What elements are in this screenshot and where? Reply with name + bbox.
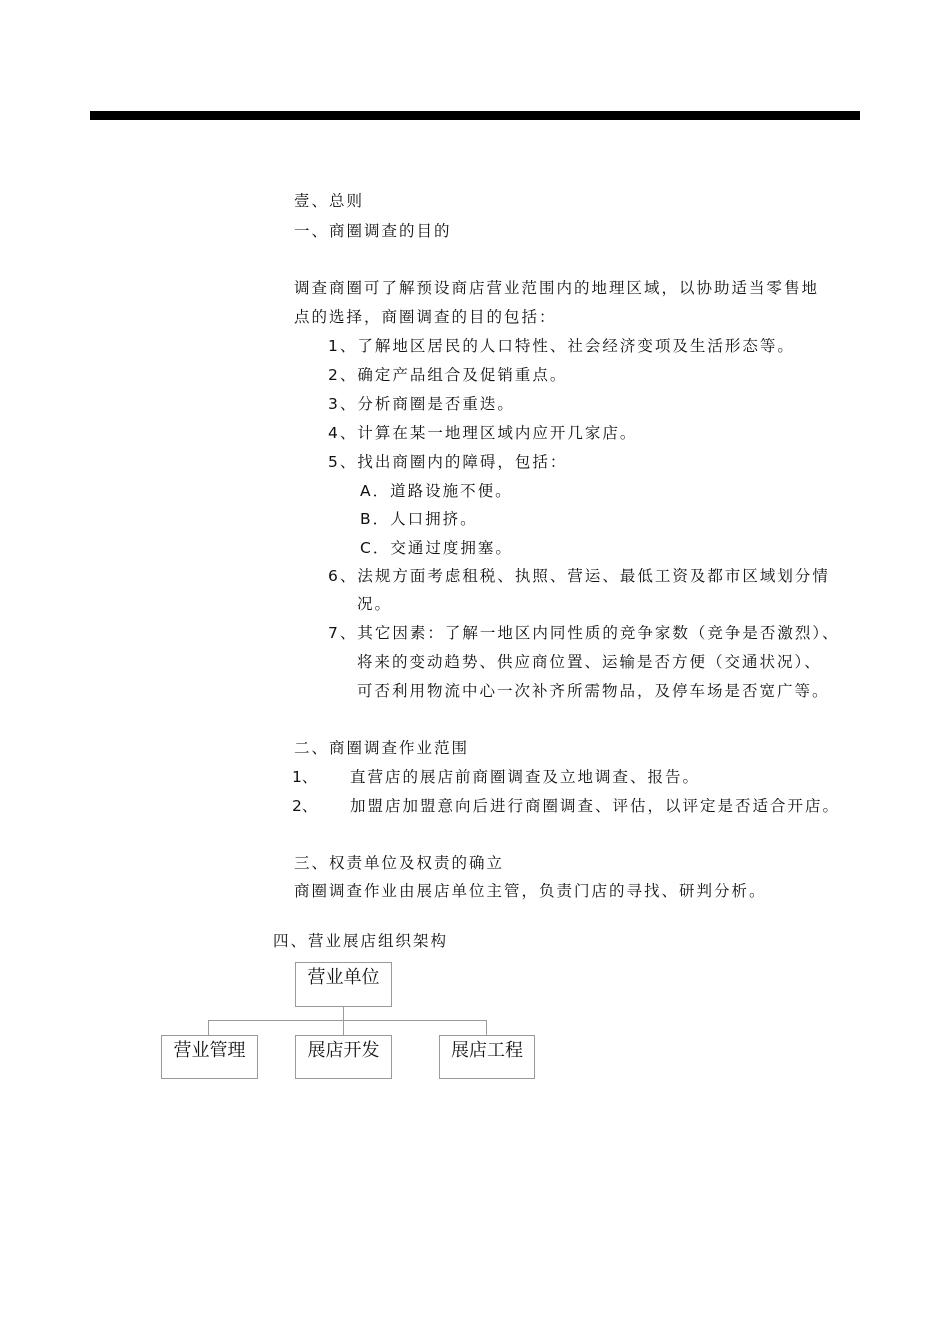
list-item-continuation: 可否利用物流中心一次补齐所需物品，及停车场是否宽广等。 bbox=[357, 682, 830, 700]
list-item: 5、找出商圈内的障碍，包括： bbox=[328, 453, 568, 471]
org-node-child: 展店工程 bbox=[439, 1035, 535, 1079]
list-text: 直营店的展店前商圈调查及立地调查、报告。 bbox=[350, 768, 701, 786]
list-item-continuation: 将来的变动趋势、供应商位置、运输是否方便（交通状况）、 bbox=[357, 653, 822, 671]
org-node-child: 营业管理 bbox=[161, 1035, 258, 1079]
org-connector bbox=[208, 1020, 487, 1021]
list-item: 3、分析商圈是否重迭。 bbox=[328, 395, 515, 413]
org-connector bbox=[208, 1020, 209, 1035]
list-item: 6、法规方面考虑租税、执照、营运、最低工资及都市区域划分情 bbox=[328, 567, 830, 585]
org-connector bbox=[343, 1007, 344, 1020]
sub-list-item: C．交通过度拥塞。 bbox=[360, 539, 513, 557]
heading-scope: 二、商圈调查作业范围 bbox=[294, 739, 470, 757]
heading-responsibility: 三、权责单位及权责的确立 bbox=[294, 854, 505, 872]
list-item: 7、其它因素：了解一地区内同性质的竞争家数（竞争是否激烈）、 bbox=[328, 624, 840, 642]
list-item: 1、了解地区居民的人口特性、社会经济变项及生活形态等。 bbox=[328, 337, 795, 355]
sub-list-item: A．道路设施不便。 bbox=[360, 482, 513, 500]
header-rule bbox=[90, 111, 860, 120]
org-node-child: 展店开发 bbox=[295, 1035, 392, 1079]
org-connector bbox=[343, 1020, 344, 1035]
heading-org-structure: 四、营业展店组织架构 bbox=[273, 932, 449, 950]
heading-purpose: 一、商圈调查的目的 bbox=[294, 222, 452, 240]
intro-text-line-2: 点的选择，商圈调查的目的包括： bbox=[294, 308, 557, 326]
intro-text-line-1: 调查商圈可了解预设商店营业范围内的地理区域，以协助适当零售地 bbox=[294, 279, 820, 297]
org-connector bbox=[486, 1020, 487, 1035]
responsibility-text: 商圈调查作业由展店单位主管，负责门店的寻找、研判分析。 bbox=[294, 882, 767, 900]
org-node-root: 营业单位 bbox=[295, 962, 392, 1007]
list-number: 2、 bbox=[292, 797, 318, 815]
list-text: 加盟店加盟意向后进行商圈调查、评估，以评定是否适合开店。 bbox=[350, 797, 841, 815]
list-item bbox=[292, 795, 840, 817]
list-item: 4、计算在某一地理区域内应开几家店。 bbox=[328, 424, 638, 442]
list-number: 1、 bbox=[292, 768, 318, 786]
list-item: 2、确定产品组合及促销重点。 bbox=[328, 366, 568, 384]
section-title: 壹、总则 bbox=[294, 192, 365, 210]
list-item bbox=[292, 766, 700, 788]
list-item-continuation: 况。 bbox=[357, 595, 393, 613]
sub-list-item: B．人口拥挤。 bbox=[360, 510, 478, 528]
